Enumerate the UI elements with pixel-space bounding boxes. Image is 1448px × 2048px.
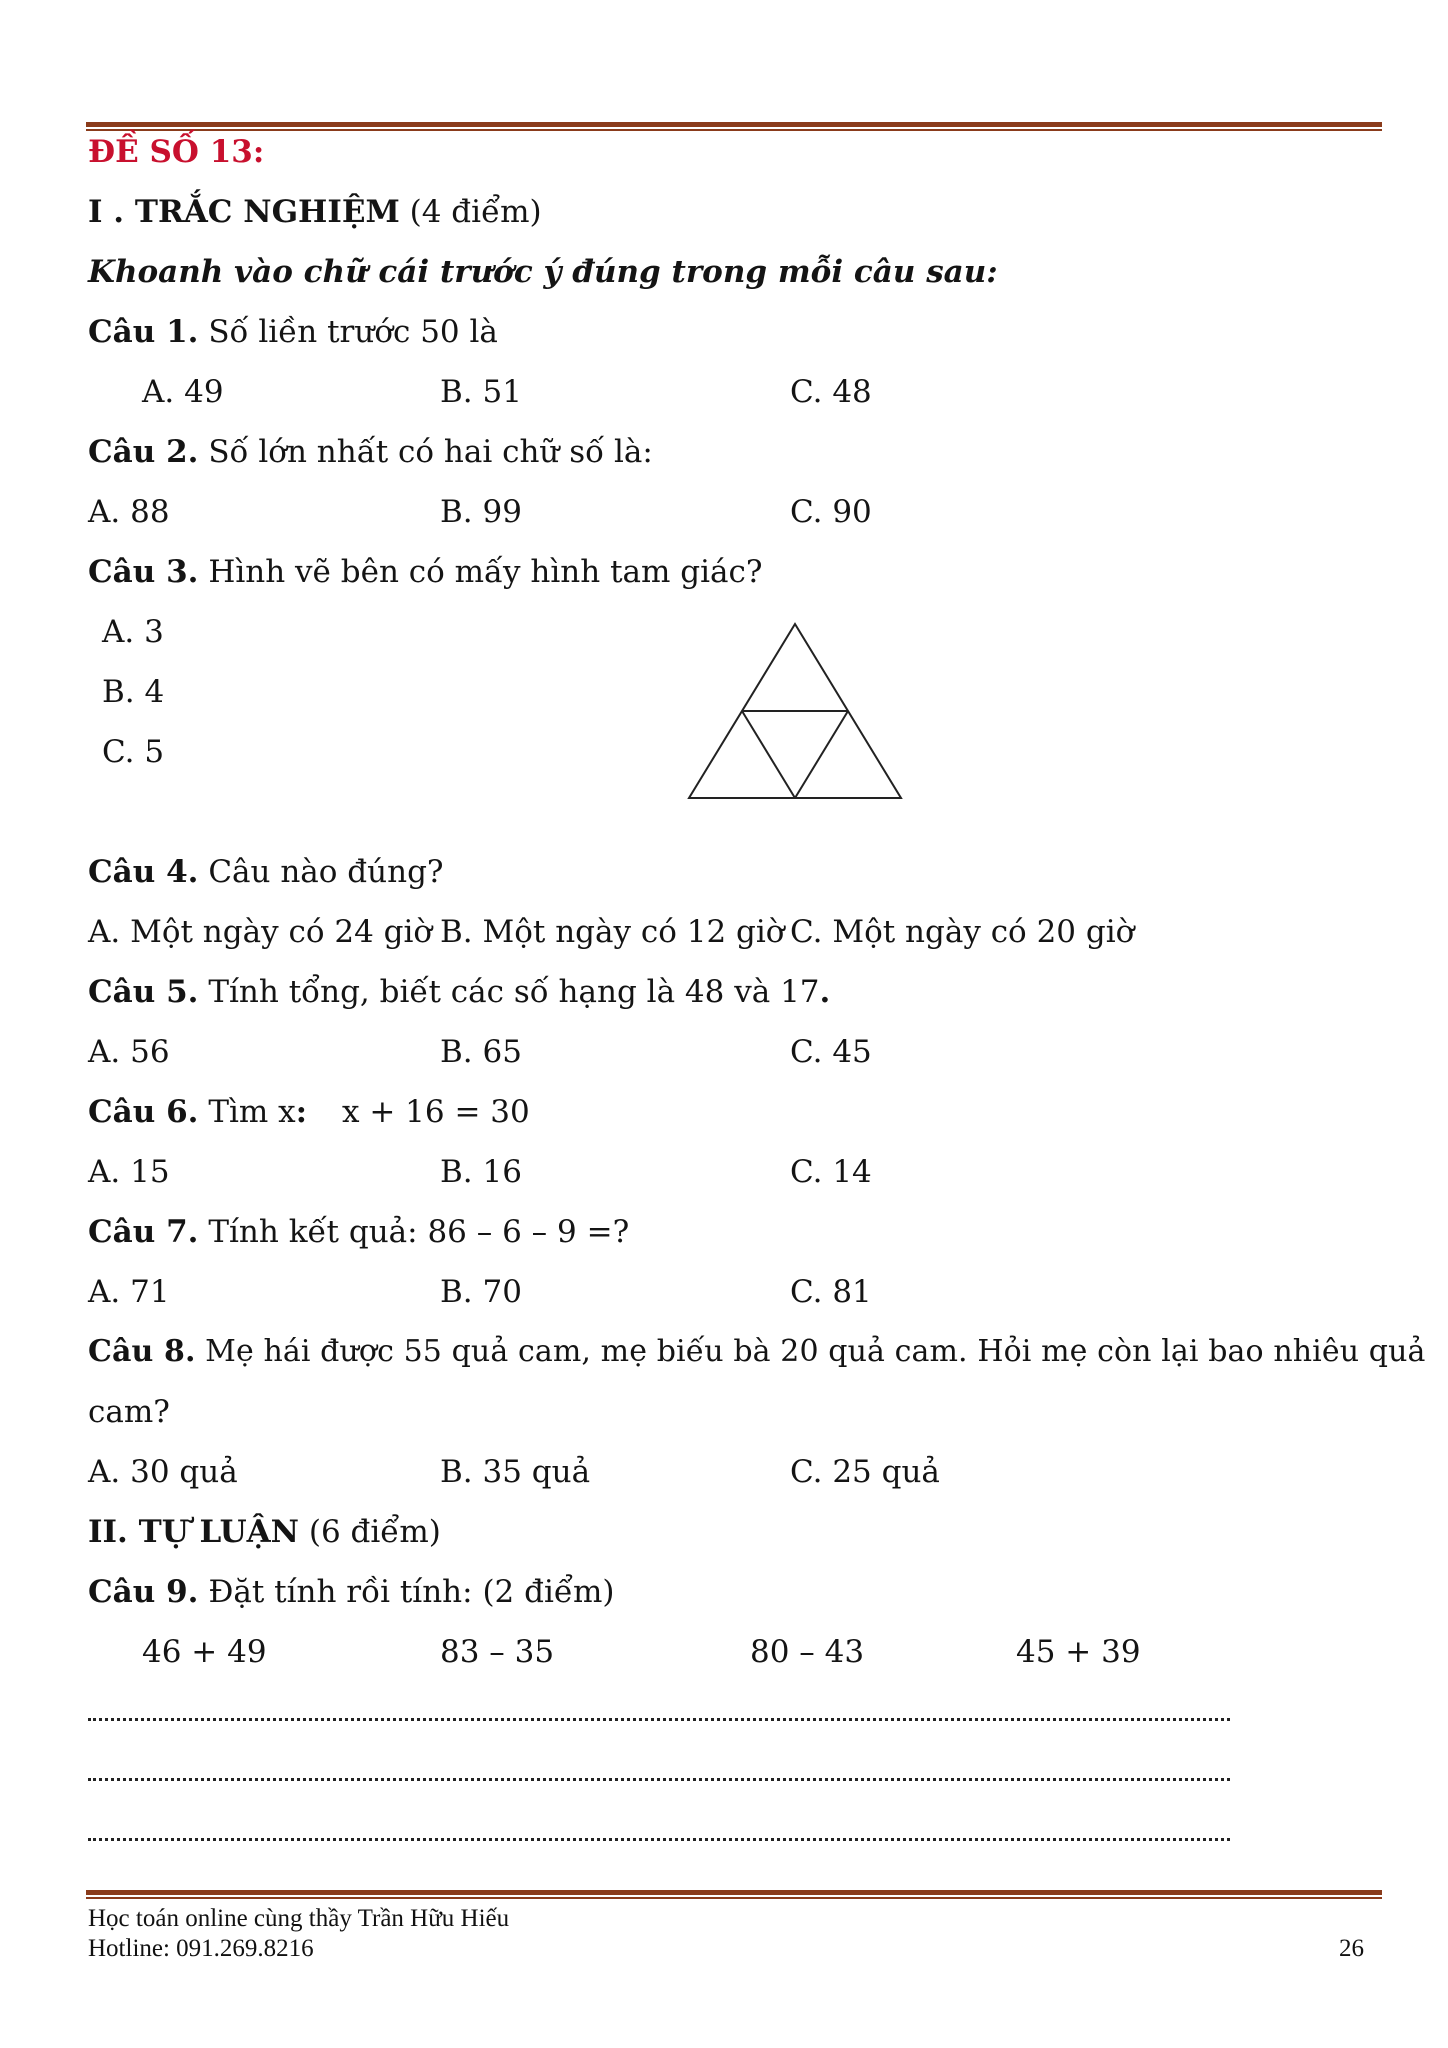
q6-equation: x + 16 = 30 <box>342 1094 530 1130</box>
question-9: Câu 9. Đặt tính rồi tính: (2 điểm) <box>88 1574 615 1610</box>
q2-option-a[interactable]: A. 88 <box>88 494 170 530</box>
q8-option-b[interactable]: B. 35 quả <box>440 1454 591 1490</box>
section-2-heading: II. TỰ LUẬN (6 điểm) <box>88 1514 441 1550</box>
q9-expression-1: 46 + 49 <box>142 1634 267 1670</box>
q5-option-c[interactable]: C. 45 <box>790 1034 872 1070</box>
q3-option-a[interactable]: A. 3 <box>102 614 164 650</box>
section-1-heading: I . TRẮC NGHIỆM (4 điểm) <box>88 194 542 230</box>
q7-option-a[interactable]: A. 71 <box>88 1274 170 1310</box>
answer-line-1[interactable] <box>88 1718 1230 1721</box>
q4-option-a[interactable]: A. Một ngày có 24 giờ <box>88 914 433 950</box>
q3-option-c[interactable]: C. 5 <box>102 734 165 770</box>
q8-option-a[interactable]: A. 30 quả <box>88 1454 238 1490</box>
question-5: Câu 5. Tính tổng, biết các số hạng là 48 và 17. <box>88 974 831 1010</box>
exam-title: ĐỀ SỐ 13: <box>88 134 265 170</box>
question-8-continuation: cam? <box>88 1394 170 1430</box>
q6-option-c[interactable]: C. 14 <box>790 1154 872 1190</box>
q4-option-b[interactable]: B. Một ngày có 12 giờ <box>440 914 785 950</box>
answer-line-2[interactable] <box>88 1778 1230 1781</box>
q9-expression-2: 83 – 35 <box>440 1634 555 1670</box>
section-1-instruction: Khoanh vào chữ cái trước ý đúng trong mỗi câu sau: <box>88 254 998 290</box>
footer-hotline: Hotline: 091.269.8216 <box>88 1935 314 1962</box>
q6-option-a[interactable]: A. 15 <box>88 1154 170 1190</box>
q7-option-c[interactable]: C. 81 <box>790 1274 872 1310</box>
q6-option-b[interactable]: B. 16 <box>440 1154 522 1190</box>
answer-line-3[interactable] <box>88 1838 1230 1841</box>
q2-option-b[interactable]: B. 99 <box>440 494 522 530</box>
question-6: Câu 6. Tìm x: <box>88 1094 308 1130</box>
question-8: Câu 8. Mẹ hái được 55 quả cam, mẹ biếu bà 20 quả cam. Hỏi mẹ còn lại bao nhiêu quả <box>88 1334 1426 1369</box>
q4-option-c[interactable]: C. Một ngày có 20 giờ <box>790 914 1135 950</box>
question-1: Câu 1. Số liền trước 50 là <box>88 314 498 350</box>
q1-option-a[interactable]: A. 49 <box>142 374 224 410</box>
triangle-figure <box>686 620 906 802</box>
footer-author: Học toán online cùng thầy Trần Hữu Hiếu <box>88 1905 510 1932</box>
q1-option-b[interactable]: B. 51 <box>440 374 522 410</box>
question-4: Câu 4. Câu nào đúng? <box>88 854 444 890</box>
page-number: 26 <box>1339 1935 1364 1962</box>
question-3: Câu 3. Hình vẽ bên có mấy hình tam giác? <box>88 554 763 590</box>
inner-right-edge <box>795 711 848 798</box>
q7-option-b[interactable]: B. 70 <box>440 1274 522 1310</box>
q8-option-c[interactable]: C. 25 quả <box>790 1454 940 1490</box>
q3-option-b[interactable]: B. 4 <box>102 674 165 710</box>
header-rule <box>86 122 1382 131</box>
q2-option-c[interactable]: C. 90 <box>790 494 872 530</box>
q9-expression-4: 45 + 39 <box>1016 1634 1141 1670</box>
question-7: Câu 7. Tính kết quả: 86 – 6 – 9 =? <box>88 1214 630 1250</box>
q5-option-b[interactable]: B. 65 <box>440 1034 522 1070</box>
q1-option-c[interactable]: C. 48 <box>790 374 872 410</box>
question-2: Câu 2. Số lớn nhất có hai chữ số là: <box>88 434 653 470</box>
footer-rule <box>86 1890 1382 1899</box>
q9-expression-3: 80 – 43 <box>750 1634 865 1670</box>
q5-option-a[interactable]: A. 56 <box>88 1034 170 1070</box>
inner-left-edge <box>742 711 795 798</box>
